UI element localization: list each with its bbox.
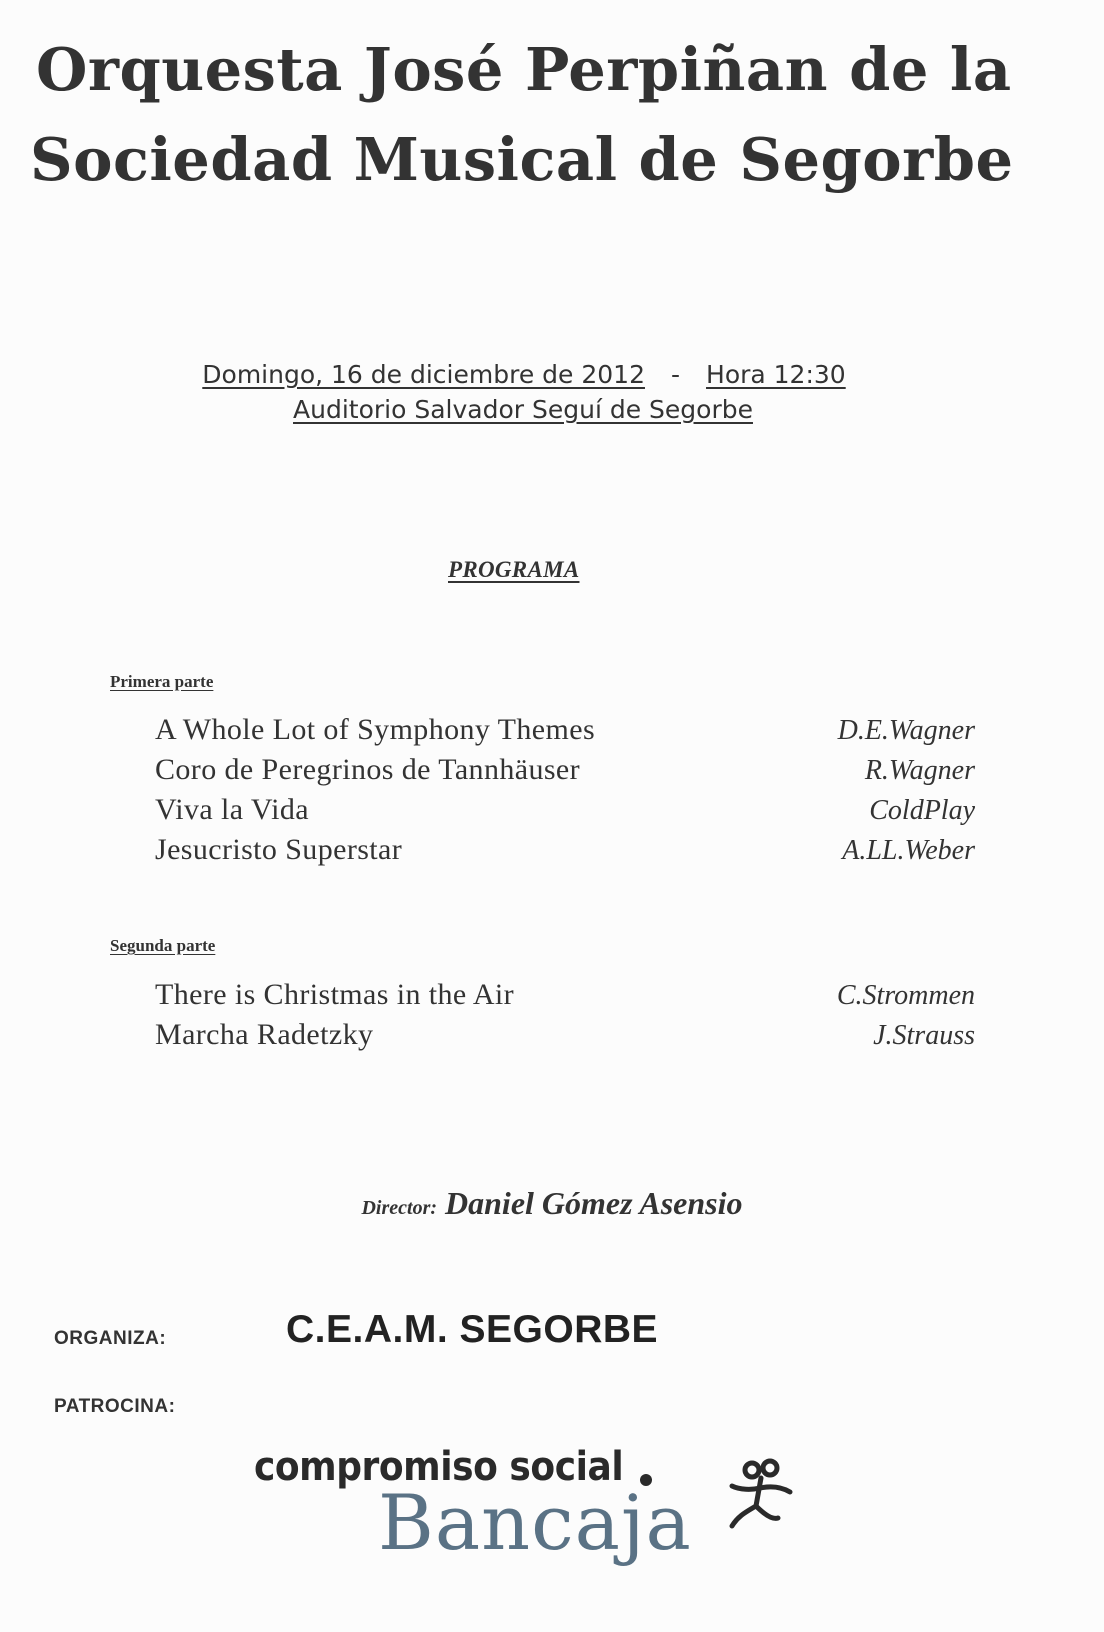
work-item — [155, 713, 975, 753]
work-item — [155, 978, 975, 1018]
event-venue-line — [0, 397, 1075, 422]
part-label-primera: Primera parte — [110, 672, 214, 691]
work-title: Viva la Vida — [155, 793, 309, 826]
event-date: Domingo, 16 de diciembre de 2012 — [202, 360, 645, 389]
director-line — [0, 1185, 1104, 1222]
work-list-segunda — [155, 978, 975, 1058]
work-composer: C.Strommen — [836, 980, 975, 1011]
work-title: Jesucristo Superstar — [155, 833, 403, 866]
work-composer: R.Wagner — [864, 755, 975, 786]
event-venue: Auditorio Salvador Seguí de Segorbe — [293, 395, 753, 424]
work-composer: ColdPlay — [869, 795, 975, 826]
event-date-time — [0, 362, 1076, 387]
work-composer: D.E.Wagner — [837, 715, 975, 746]
work-item — [155, 793, 975, 833]
event-time: Hora 12:30 — [706, 360, 846, 389]
work-composer: A.LL.Weber — [842, 835, 975, 866]
bancaja-logo — [254, 1438, 814, 1588]
title-line-1: Orquesta José Perpiñan de la — [36, 35, 1012, 104]
program-heading: PROGRAMA — [448, 557, 580, 582]
organiza-value: C.E.A.M. SEGORBE — [286, 1308, 659, 1351]
work-title: There is Christmas in the Air — [155, 978, 515, 1011]
work-item — [155, 1018, 975, 1058]
director-label: Director: — [361, 1197, 438, 1219]
patrocina-label: PATROCINA: — [54, 1396, 176, 1417]
logo-brand: Bancaja — [378, 1478, 692, 1567]
work-title: A Whole Lot of Symphony Themes — [155, 713, 596, 746]
title-line-2: Sociedad Musical de Segorbe — [30, 125, 1014, 194]
work-title: Marcha Radetzky — [155, 1018, 374, 1051]
work-item — [155, 833, 975, 873]
bancaja-figure-icon — [712, 1456, 802, 1546]
event-separator: - — [670, 360, 681, 389]
work-item — [155, 753, 975, 793]
part-label-segunda: Segunda parte — [110, 936, 216, 955]
work-composer: J.Strauss — [873, 1020, 975, 1051]
logo-tagline: compromiso social — [254, 1444, 624, 1490]
work-list-primera — [155, 713, 975, 873]
organiza-label: ORGANIZA: — [54, 1328, 167, 1349]
work-title: Coro de Peregrinos de Tannhäuser — [155, 753, 581, 786]
director-name: Daniel Gómez Asensio — [445, 1185, 743, 1221]
